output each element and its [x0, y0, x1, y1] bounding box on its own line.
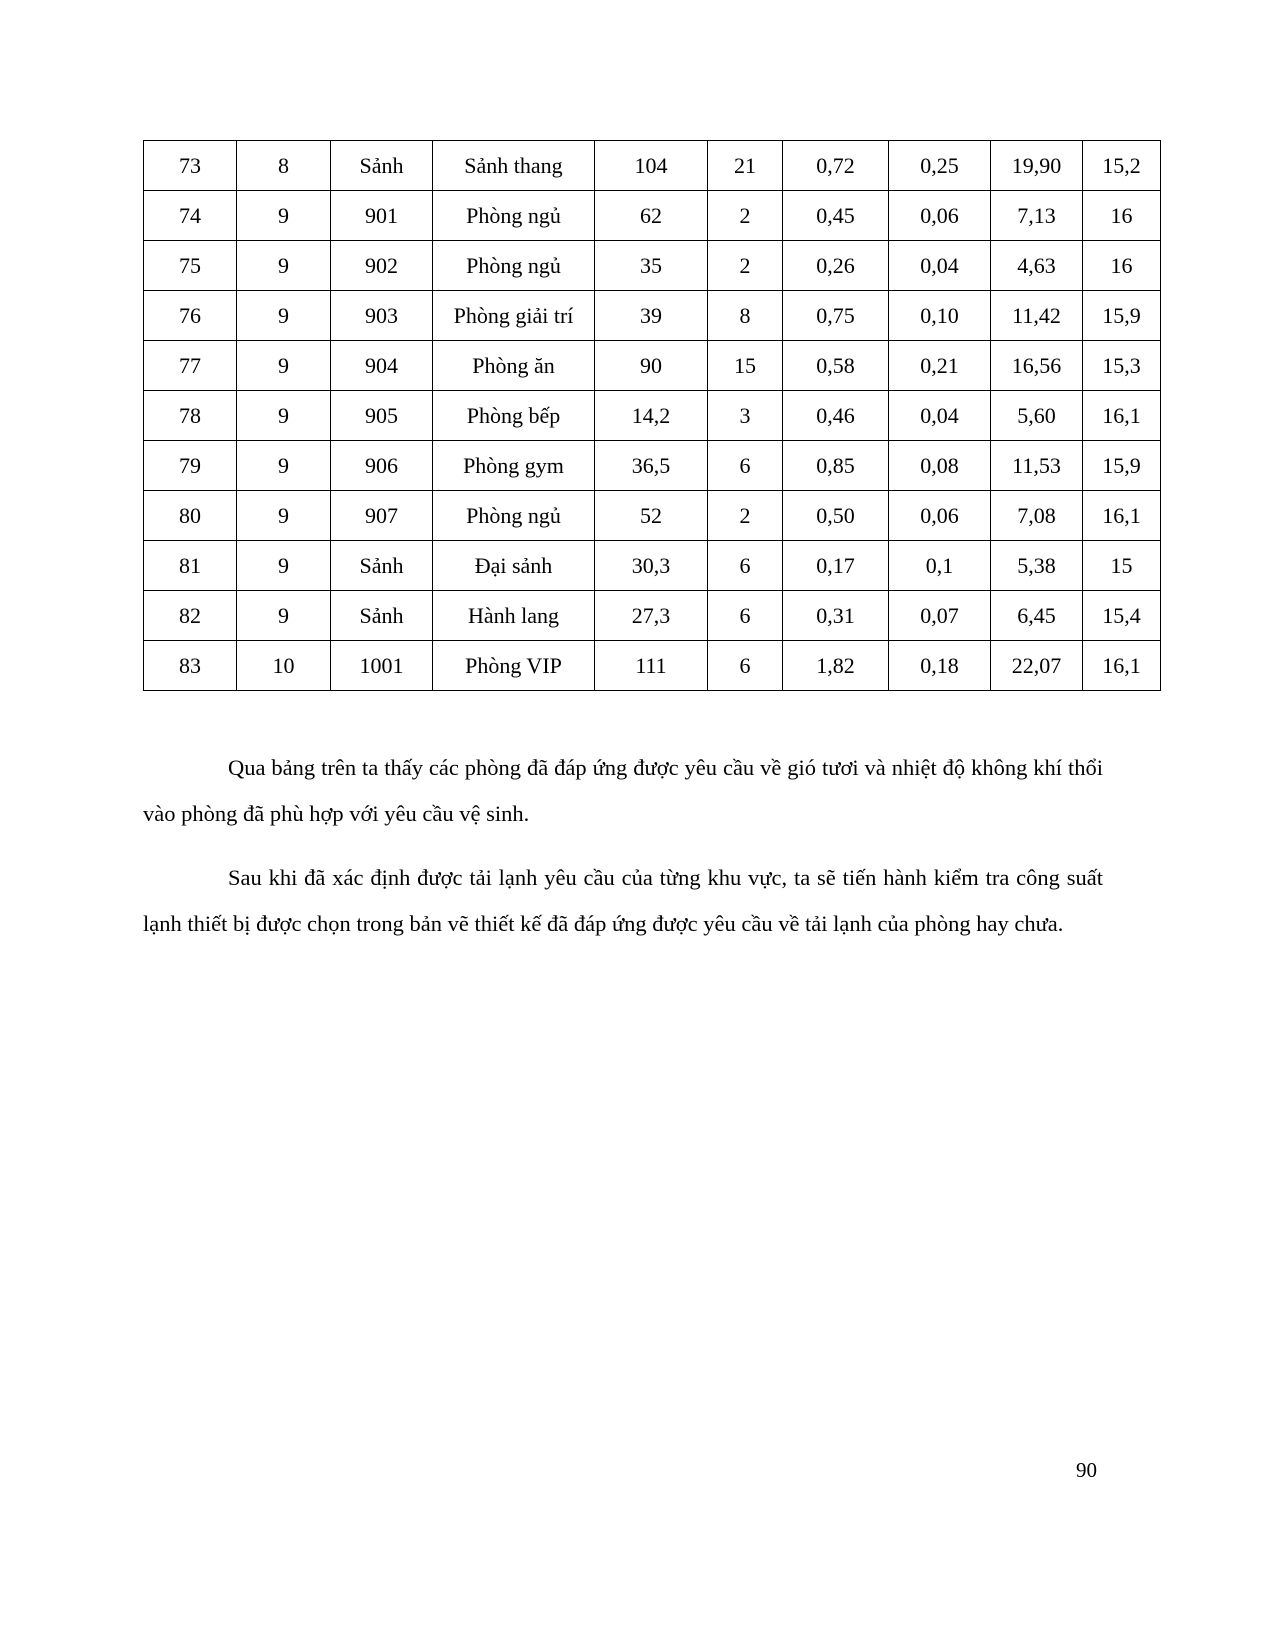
- table-cell: 22,07: [991, 641, 1083, 691]
- table-cell: 0,45: [783, 191, 889, 241]
- table-cell: Phòng ngủ: [433, 191, 595, 241]
- table-cell: 903: [331, 291, 433, 341]
- table-cell: 16,1: [1083, 641, 1161, 691]
- table-cell: 0,31: [783, 591, 889, 641]
- table-cell: 9: [237, 191, 331, 241]
- table-cell: 80: [144, 491, 237, 541]
- table-cell: 0,58: [783, 341, 889, 391]
- table-cell: 15: [708, 341, 783, 391]
- table-cell: 0,26: [783, 241, 889, 291]
- table-cell: 0,08: [889, 441, 991, 491]
- table-cell: Đại sảnh: [433, 541, 595, 591]
- table-cell: 16: [1083, 191, 1161, 241]
- table-cell: 14,2: [595, 391, 708, 441]
- table-cell: 1,82: [783, 641, 889, 691]
- table-cell: 2: [708, 491, 783, 541]
- room-load-table: [143, 140, 1161, 691]
- table-cell: 82: [144, 591, 237, 641]
- table-cell: 0,06: [889, 191, 991, 241]
- table-cell: 15,3: [1083, 341, 1161, 391]
- table-cell: 74: [144, 191, 237, 241]
- table-cell: 11,42: [991, 291, 1083, 341]
- table-cell: 0,46: [783, 391, 889, 441]
- table-cell: Phòng ngủ: [433, 241, 595, 291]
- table-cell: 2: [708, 241, 783, 291]
- table-cell: 3: [708, 391, 783, 441]
- table-cell: 0,18: [889, 641, 991, 691]
- table-cell: 104: [595, 141, 708, 191]
- table-cell: 27,3: [595, 591, 708, 641]
- table-cell: 52: [595, 491, 708, 541]
- table-cell: 83: [144, 641, 237, 691]
- table-cell: Phòng bếp: [433, 391, 595, 441]
- table-cell: Phòng VIP: [433, 641, 595, 691]
- table-cell: 6: [708, 441, 783, 491]
- table-row: [144, 341, 1161, 391]
- table-cell: 73: [144, 141, 237, 191]
- table-cell: 6,45: [991, 591, 1083, 641]
- table-cell: 36,5: [595, 441, 708, 491]
- table-cell: Sảnh: [331, 141, 433, 191]
- table-cell: 15,4: [1083, 591, 1161, 641]
- table-cell: Sảnh: [331, 541, 433, 591]
- table-row: [144, 141, 1161, 191]
- table-cell: 0,75: [783, 291, 889, 341]
- table-cell: 75: [144, 241, 237, 291]
- table-cell: Phòng gym: [433, 441, 595, 491]
- table-cell: 15,2: [1083, 141, 1161, 191]
- table-cell: 906: [331, 441, 433, 491]
- table-cell: 21: [708, 141, 783, 191]
- table-cell: 9: [237, 241, 331, 291]
- table-cell: 77: [144, 341, 237, 391]
- table-cell: 0,21: [889, 341, 991, 391]
- table-cell: 0,17: [783, 541, 889, 591]
- table-cell: 9: [237, 541, 331, 591]
- table-row: [144, 241, 1161, 291]
- body-text: [143, 745, 1103, 965]
- table-cell: 9: [237, 291, 331, 341]
- table-cell: 0,72: [783, 141, 889, 191]
- table-cell: 8: [708, 291, 783, 341]
- table-cell: 8: [237, 141, 331, 191]
- table-cell: 1001: [331, 641, 433, 691]
- paragraph-conclusion-1: Qua bảng trên ta thấy các phòng đã đáp ứng được yêu cầu về gió tươi và nhiệt độ không khí thổi vào phòng đã phù hợp với yêu cầu vệ sinh.: [143, 755, 1103, 826]
- table-row: [144, 591, 1161, 641]
- table-cell: 0,1: [889, 541, 991, 591]
- table-cell: 0,07: [889, 591, 991, 641]
- table-cell: 902: [331, 241, 433, 291]
- table-cell: 7,13: [991, 191, 1083, 241]
- table-cell: 79: [144, 441, 237, 491]
- paragraph-conclusion-2: Sau khi đã xác định được tải lạnh yêu cầu của từng khu vực, ta sẽ tiến hành kiểm tra công suất lạnh thiết bị được chọn trong bản vẽ thiết kế đã đáp ứng được yêu cầu về tải lạnh của phòng hay chưa.: [143, 865, 1103, 936]
- table-cell: Sảnh: [331, 591, 433, 641]
- table-row: [144, 491, 1161, 541]
- table-cell: 905: [331, 391, 433, 441]
- table-row: [144, 291, 1161, 341]
- table-cell: 0,50: [783, 491, 889, 541]
- table-cell: 15,9: [1083, 291, 1161, 341]
- table-cell: 10: [237, 641, 331, 691]
- table-cell: 62: [595, 191, 708, 241]
- table-cell: 9: [237, 591, 331, 641]
- table-cell: 907: [331, 491, 433, 541]
- table-cell: 4,63: [991, 241, 1083, 291]
- table-cell: 904: [331, 341, 433, 391]
- table-cell: 5,38: [991, 541, 1083, 591]
- table-cell: 9: [237, 441, 331, 491]
- table-row: [144, 541, 1161, 591]
- table-cell: 15,9: [1083, 441, 1161, 491]
- table-cell: 2: [708, 191, 783, 241]
- table-row: [144, 391, 1161, 441]
- table-cell: 111: [595, 641, 708, 691]
- table-cell: 76: [144, 291, 237, 341]
- table-cell: 11,53: [991, 441, 1083, 491]
- table-cell: 6: [708, 641, 783, 691]
- table-cell: 90: [595, 341, 708, 391]
- table-cell: Phòng ăn: [433, 341, 595, 391]
- table-cell: 0,04: [889, 241, 991, 291]
- table-cell: 39: [595, 291, 708, 341]
- table-cell: 6: [708, 591, 783, 641]
- table-cell: 901: [331, 191, 433, 241]
- table-cell: 7,08: [991, 491, 1083, 541]
- table-cell: 0,85: [783, 441, 889, 491]
- table-cell: 16: [1083, 241, 1161, 291]
- table-cell: Phòng giải trí: [433, 291, 595, 341]
- table-cell: 0,10: [889, 291, 991, 341]
- table-cell: 81: [144, 541, 237, 591]
- table-cell: 19,90: [991, 141, 1083, 191]
- table-row: [144, 191, 1161, 241]
- table-cell: 0,04: [889, 391, 991, 441]
- table-cell: 0,06: [889, 491, 991, 541]
- table-cell: 9: [237, 491, 331, 541]
- table-cell: 30,3: [595, 541, 708, 591]
- table-cell: 78: [144, 391, 237, 441]
- table-row: [144, 641, 1161, 691]
- table-row: [144, 441, 1161, 491]
- table-cell: 35: [595, 241, 708, 291]
- table-cell: 5,60: [991, 391, 1083, 441]
- table-cell: 16,1: [1083, 391, 1161, 441]
- table-cell: 16,56: [991, 341, 1083, 391]
- table-cell: 0,25: [889, 141, 991, 191]
- page-number: 90: [1076, 1458, 1097, 1482]
- table-cell: 9: [237, 391, 331, 441]
- table-cell: Sảnh thang: [433, 141, 595, 191]
- table-cell: 15: [1083, 541, 1161, 591]
- table-cell: Phòng ngủ: [433, 491, 595, 541]
- table-cell: 16,1: [1083, 491, 1161, 541]
- table-cell: 9: [237, 341, 331, 391]
- table-cell: 6: [708, 541, 783, 591]
- table-cell: Hành lang: [433, 591, 595, 641]
